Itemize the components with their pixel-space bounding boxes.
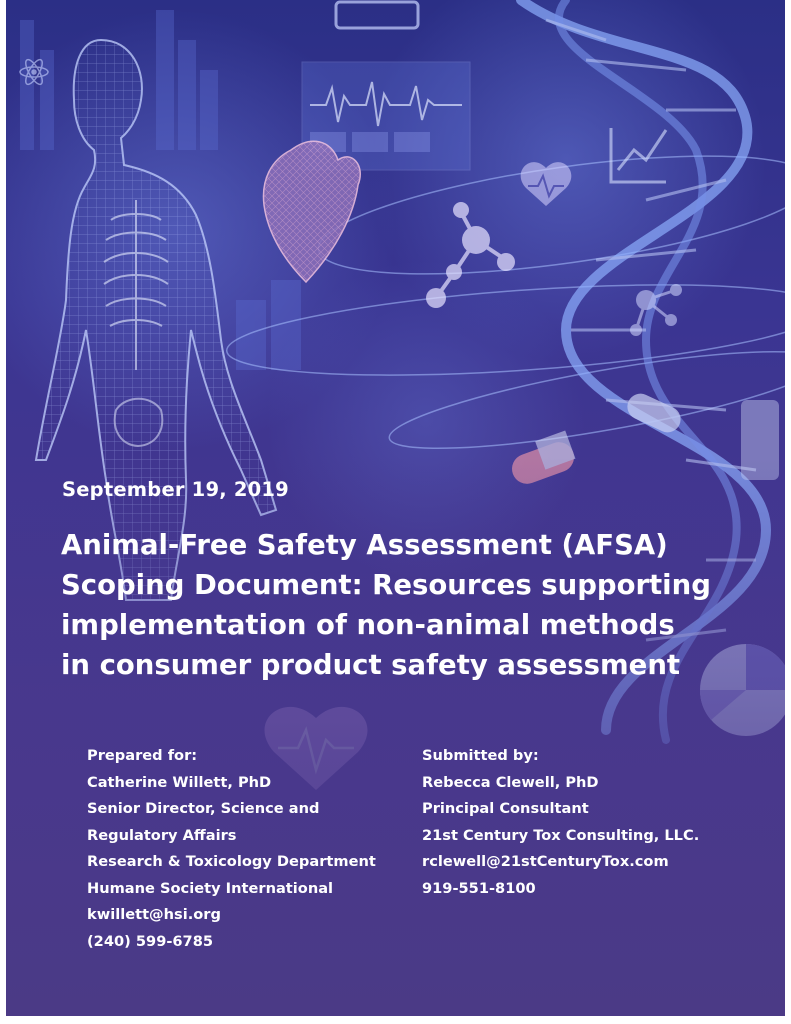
prepared-for-block [87,743,376,955]
contact-email: kwillett@hsi.org [87,906,221,923]
title-line: in consumer product safety assessment [61,649,681,681]
document-title [61,525,711,685]
report-cover [6,0,785,1016]
contact-organization: Humane Society International [87,879,334,897]
title-line: Animal-Free Safety Assessment (AFSA) [61,529,668,561]
document-date: September 19, 2019 [62,478,289,501]
title-line: implementation of non-animal methods [61,609,675,641]
title-line: Scoping Document: Resources supporting [61,569,711,601]
submitted-by-heading: Submitted by: [422,747,539,764]
contact-organization: 21st Century Tox Consulting, LLC. [422,826,700,844]
contact-title: Regulatory Affairs [87,826,237,844]
contact-title: Principal Consultant [422,800,589,817]
contact-phone: 919-551-8100 [422,879,536,897]
contact-name: Catherine Willett, PhD [87,773,272,791]
submitted-by-block [422,743,699,902]
contact-phone: (240) 599-6785 [87,932,214,950]
contact-title: Senior Director, Science and [87,800,320,817]
contact-email: rclewell@21stCenturyTox.com [422,853,669,870]
prepared-for-heading: Prepared for: [87,747,198,764]
contact-department: Research & Toxicology Department [87,853,376,870]
contact-name: Rebecca Clewell, PhD [422,773,599,791]
